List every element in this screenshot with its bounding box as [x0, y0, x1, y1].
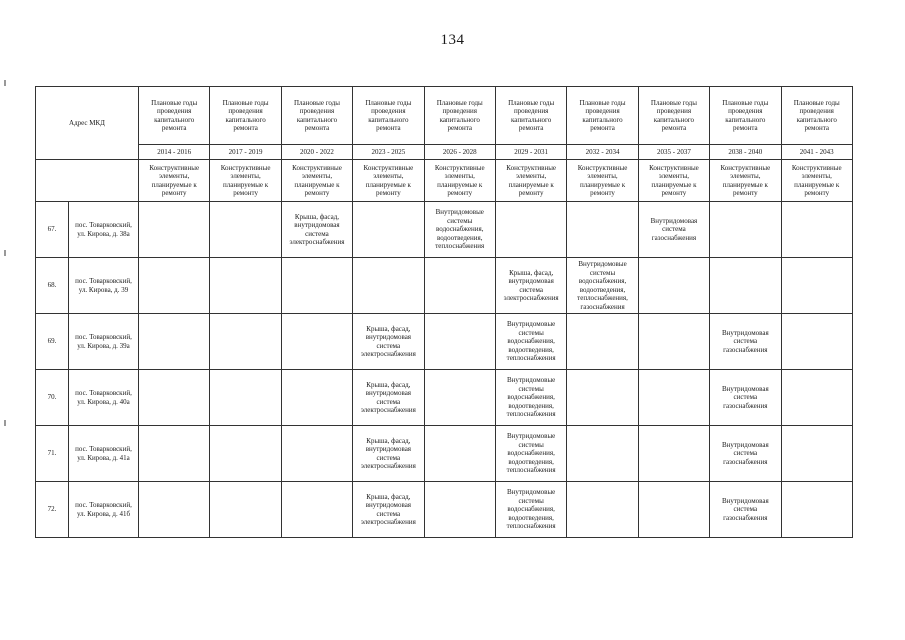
table-row: [36, 482, 853, 538]
repair-elements-cell: [139, 258, 210, 314]
period-header-cell: Плановые годы проведения капитального ремонта: [781, 87, 852, 145]
repair-elements-cell: [353, 258, 424, 314]
table-row: [36, 370, 853, 426]
repair-elements-cell: [781, 314, 852, 370]
year-range-header-cell: 2014 - 2016: [139, 145, 210, 160]
repair-elements-cell: Внутридомовая система газоснабжения: [710, 482, 781, 538]
repair-elements-cell: Внутридомовые системы водоснабжения, водоотведения, теплоснабжения, газоснабжения: [567, 258, 638, 314]
repair-elements-cell: [567, 202, 638, 258]
repair-elements-cell: [281, 370, 352, 426]
table-row: [36, 426, 853, 482]
scan-margin-mark: [4, 420, 6, 426]
row-number: 68.: [36, 258, 69, 314]
elements-header-cell: Конструктивные элементы, планируемые к ремонту: [710, 160, 781, 202]
repair-elements-cell: Крыша, фасад, внутридомовая система электроснабжения: [353, 314, 424, 370]
elements-header-cell: Конструктивные элементы, планируемые к ремонту: [495, 160, 566, 202]
table-body: [36, 202, 853, 538]
repair-elements-cell: Крыша, фасад, внутридомовая система электроснабжения: [353, 482, 424, 538]
repair-elements-cell: Крыша, фасад, внутридомовая система электроснабжения: [495, 258, 566, 314]
address-column-header: Адрес МКД: [36, 87, 139, 160]
repair-elements-cell: [424, 482, 495, 538]
repair-elements-cell: [495, 202, 566, 258]
header-row-years: [36, 145, 853, 160]
repair-elements-cell: Внутридомовые системы водоснабжения, водоотведения, теплоснабжения: [495, 314, 566, 370]
period-header-cell: Плановые годы проведения капитального ремонта: [139, 87, 210, 145]
repair-elements-cell: [281, 482, 352, 538]
repair-elements-cell: Крыша, фасад, внутридомовая система электроснабжения: [353, 370, 424, 426]
page-number: 134: [440, 32, 465, 48]
repair-elements-cell: [638, 426, 709, 482]
repair-elements-cell: Внутридомовые системы водоснабжения, водоотведения, теплоснабжения: [424, 202, 495, 258]
table-row: [36, 314, 853, 370]
year-range-header-cell: 2023 - 2025: [353, 145, 424, 160]
building-address: пос. Товарковский, ул. Кирова, д. 41б: [69, 482, 139, 538]
repair-elements-cell: [139, 482, 210, 538]
repair-elements-cell: Внутридомовая система газоснабжения: [710, 426, 781, 482]
repair-elements-cell: [210, 426, 281, 482]
repair-elements-cell: [210, 482, 281, 538]
repair-elements-cell: Внутридомовые системы водоснабжения, водоотведения, теплоснабжения: [495, 370, 566, 426]
period-header-cell: Плановые годы проведения капитального ремонта: [353, 87, 424, 145]
repair-elements-cell: [210, 370, 281, 426]
repair-elements-cell: [567, 426, 638, 482]
year-range-header-cell: 2035 - 2037: [638, 145, 709, 160]
repair-elements-cell: Внутридомовая система газоснабжения: [710, 314, 781, 370]
repair-elements-cell: [638, 370, 709, 426]
period-header-cell: Плановые годы проведения капитального ремонта: [210, 87, 281, 145]
repair-elements-cell: [781, 202, 852, 258]
elements-header-cell: Конструктивные элементы, планируемые к ремонту: [210, 160, 281, 202]
year-range-header-cell: 2026 - 2028: [424, 145, 495, 160]
address-column-header-blank: [36, 160, 139, 202]
building-address: пос. Товарковский, ул. Кирова, д. 41а: [69, 426, 139, 482]
repair-elements-cell: [281, 426, 352, 482]
row-number: 71.: [36, 426, 69, 482]
table-row: [36, 202, 853, 258]
year-range-header-cell: 2041 - 2043: [781, 145, 852, 160]
header-row-periods: [36, 87, 853, 145]
repair-elements-cell: [139, 202, 210, 258]
repair-elements-cell: [139, 314, 210, 370]
elements-header-cell: Конструктивные элементы, планируемые к ремонту: [139, 160, 210, 202]
repair-elements-cell: [139, 370, 210, 426]
elements-header-cell: Конструктивные элементы, планируемые к ремонту: [638, 160, 709, 202]
header-row-elements: [36, 160, 853, 202]
elements-header-cell: Конструктивные элементы, планируемые к ремонту: [424, 160, 495, 202]
repair-elements-cell: [710, 202, 781, 258]
repair-elements-cell: [424, 426, 495, 482]
building-address: пос. Товарковский, ул. Кирова, д. 40а: [69, 370, 139, 426]
repair-elements-cell: [781, 370, 852, 426]
repair-elements-cell: Внутридомовые системы водоснабжения, водоотведения, теплоснабжения: [495, 426, 566, 482]
year-range-header-cell: 2020 - 2022: [281, 145, 352, 160]
period-header-cell: Плановые годы проведения капитального ремонта: [281, 87, 352, 145]
building-address: пос. Товарковский, ул. Кирова, д. 38а: [69, 202, 139, 258]
row-number: 70.: [36, 370, 69, 426]
year-range-header-cell: 2038 - 2040: [710, 145, 781, 160]
row-number: 72.: [36, 482, 69, 538]
repair-elements-cell: [210, 202, 281, 258]
repair-elements-cell: Крыша, фасад, внутридомовая система электроснабжения: [353, 426, 424, 482]
repair-elements-cell: [424, 314, 495, 370]
repair-elements-cell: [567, 482, 638, 538]
repair-elements-cell: [638, 314, 709, 370]
elements-header-cell: Конструктивные элементы, планируемые к ремонту: [781, 160, 852, 202]
elements-header-cell: Конструктивные элементы, планируемые к ремонту: [353, 160, 424, 202]
scan-margin-mark: [4, 80, 6, 86]
year-range-header-cell: 2017 - 2019: [210, 145, 281, 160]
year-range-header-cell: 2032 - 2034: [567, 145, 638, 160]
building-address: пос. Товарковский, ул. Кирова, д. 39а: [69, 314, 139, 370]
repair-elements-cell: [281, 314, 352, 370]
repair-elements-cell: [567, 314, 638, 370]
repair-elements-cell: [781, 482, 852, 538]
scan-margin-mark: [4, 250, 6, 256]
repair-elements-cell: [210, 314, 281, 370]
repair-elements-cell: Внутридомовые системы водоснабжения, водоотведения, теплоснабжения: [495, 482, 566, 538]
repair-elements-cell: Внутридомовая система газоснабжения: [710, 370, 781, 426]
table-row: [36, 258, 853, 314]
row-number: 69.: [36, 314, 69, 370]
period-header-cell: Плановые годы проведения капитального ремонта: [424, 87, 495, 145]
repair-elements-cell: [210, 258, 281, 314]
repair-elements-cell: [638, 258, 709, 314]
elements-header-cell: Конструктивные элементы, планируемые к ремонту: [281, 160, 352, 202]
period-header-cell: Плановые годы проведения капитального ремонта: [638, 87, 709, 145]
repair-elements-cell: [424, 258, 495, 314]
repair-elements-cell: [424, 370, 495, 426]
repair-elements-cell: Внутридомовая система газоснабжения: [638, 202, 709, 258]
elements-header-cell: Конструктивные элементы, планируемые к ремонту: [567, 160, 638, 202]
repair-elements-cell: [281, 258, 352, 314]
repair-elements-cell: [710, 258, 781, 314]
row-number: 67.: [36, 202, 69, 258]
repair-elements-cell: [139, 426, 210, 482]
year-range-header-cell: 2029 - 2031: [495, 145, 566, 160]
repair-elements-cell: [567, 370, 638, 426]
period-header-cell: Плановые годы проведения капитального ремонта: [710, 87, 781, 145]
repair-elements-cell: Крыша, фасад, внутридомовая система электроснабжения: [281, 202, 352, 258]
period-header-cell: Плановые годы проведения капитального ремонта: [495, 87, 566, 145]
period-header-cell: Плановые годы проведения капитального ремонта: [567, 87, 638, 145]
capital-repair-schedule-table: [35, 86, 853, 538]
repair-elements-cell: [353, 202, 424, 258]
repair-elements-cell: [638, 482, 709, 538]
repair-elements-cell: [781, 258, 852, 314]
repair-elements-cell: [781, 426, 852, 482]
building-address: пос. Товарковский, ул. Кирова, д. 39: [69, 258, 139, 314]
